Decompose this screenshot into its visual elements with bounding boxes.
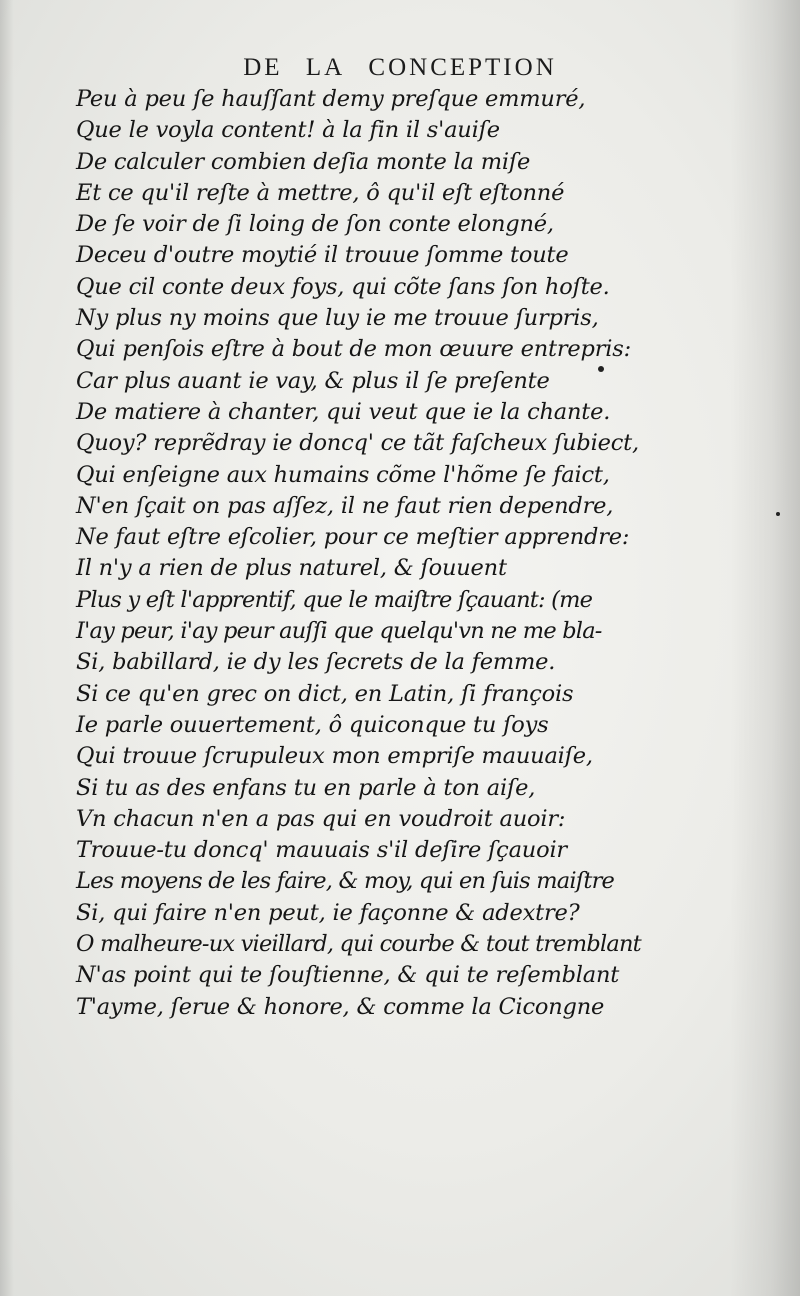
ink-speck <box>776 512 780 516</box>
verse-line: Deceu d'outre moytié il trouue ſomme toute <box>76 242 569 269</box>
verse-line: Quoy? reprẽdray ie doncq' ce tãt faſcheux ſubiect, <box>76 430 639 457</box>
page-edge-shadow-right <box>730 0 800 1296</box>
verse-line: Qui enſeigne aux humains cõme l'hõme ſe faict, <box>76 461 610 488</box>
verse-line: Ie parle ouuertement, ô quiconque tu ſoys <box>76 711 549 738</box>
running-head-word: CONCEPTION <box>368 54 557 81</box>
verse-line: N'en ſçait on pas aſſez, il ne faut rien dependre, <box>76 492 614 519</box>
verse-line: Peu à peu ſe hauſſant demy preſque emmuré, <box>76 86 586 112</box>
verse-line: T'ayme, ſerue & honore, & comme la Cicongne <box>76 993 605 1020</box>
verse-line: Plus y eſt l'apprentif, que le maiſtre ſçauant: (me <box>76 586 593 613</box>
verse-line: De ſe voir de ſi loing de ſon conte elongné, <box>76 211 554 238</box>
page-edge-shadow-left <box>0 0 14 1296</box>
verse-line: Que le voyla content! à la fin il s'auiſe <box>76 117 500 144</box>
verse-line: O malheure-ux vieillard, qui courbe & tout tremblant <box>76 931 641 958</box>
verse-line: Ny plus ny moins que luy ie me trouue ſurpris, <box>76 305 599 332</box>
running-head-word: LA <box>305 54 346 81</box>
verse-line: Ne faut eſtre eſcolier, pour ce meſtier apprendre: <box>76 524 630 551</box>
running-head <box>0 54 800 82</box>
verse-line: Qui trouue ſcrupuleux mon empriſe mauuaiſe, <box>76 743 593 770</box>
verse-line: De matiere à chanter, qui veut que ie la chante. <box>76 398 611 425</box>
running-head-word: DE <box>243 54 283 81</box>
verse-line: I'ay peur, i'ay peur auſſi que quelqu'vn ne me bla- <box>76 618 602 645</box>
verse-line: Car plus auant ie vay, & plus il ſe preſente <box>76 367 550 394</box>
verse-line: Si, qui faire n'en peut, ie façonne & adextre? <box>76 899 580 926</box>
verse-line: Que cil conte deux foys, qui cõte ſans ſon hoſte. <box>76 273 610 300</box>
verse-block <box>76 84 716 1023</box>
verse-line: Si, babillard, ie dy les ſecrets de la femme. <box>76 649 556 676</box>
verse-line: Qui penſois eſtre à bout de mon œuure entrepris: <box>76 336 632 363</box>
ink-speck <box>598 366 604 372</box>
verse-line: De calculer combien deſia monte la miſe <box>76 148 531 175</box>
verse-line: N'as point qui te ſouſtienne, & qui te reſemblant <box>76 962 620 989</box>
verse-line: Si tu as des enfans tu en parle à ton aiſe, <box>76 774 536 801</box>
verse-line: Les moyens de les faire, & moy, qui en ſuis maiſtre <box>76 868 615 895</box>
verse-line: Trouue-tu doncq' mauuais s'il deſire ſçauoir <box>76 837 567 864</box>
verse-line: Il n'y a rien de plus naturel, & ſouuent <box>76 555 507 582</box>
verse-line: Et ce qu'il reſte à mettre, ô qu'il eſt eſtonné <box>76 179 565 206</box>
verse-line: Si ce qu'en grec on dict, en Latin, ſi françois <box>76 680 574 707</box>
verse-line: Vn chacun n'en a pas qui en voudroit auoir: <box>76 805 566 832</box>
